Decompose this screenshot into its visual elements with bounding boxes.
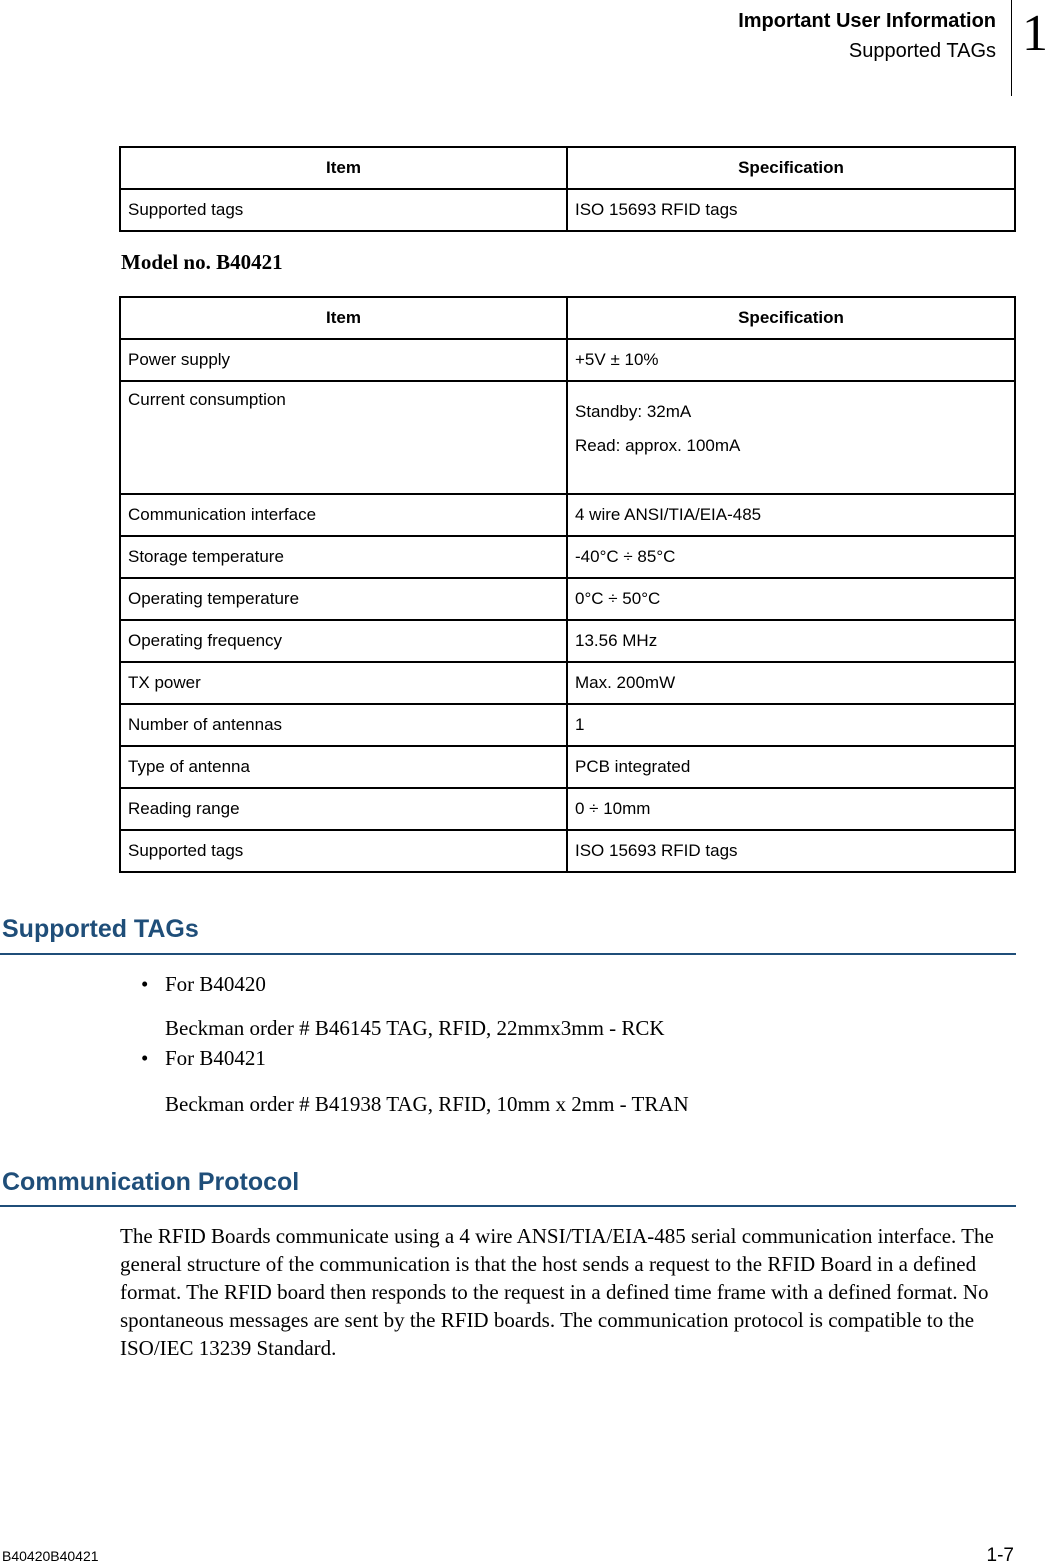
list-item [141,1046,266,1071]
list-item-label: For B40421 [165,1046,266,1070]
item-cell: Power supply [120,339,567,381]
table-row [120,788,1015,830]
item-cell: Type of antenna [120,746,567,788]
footer-doc-id: B40420B40421 [2,1548,99,1564]
read-current: Read: approx. 100mA [575,436,741,455]
section-divider [0,1205,1016,1207]
supported-tags-table [119,146,1016,232]
protocol-paragraph: The RFID Boards communicate using a 4 wire ANSI/TIA/EIA-485 serial communication interface. The general structure of the communication is that the host sends a request to the RFID Board in a defined format. The RFID board then responds to the request in a defined time frame with a defined format. No spontaneous messages are sent by the RFID boards. The communication protocol is compatible to the ISO/IEC 13239 Standard. [120,1224,994,1360]
item-cell: TX power [120,662,567,704]
column-header-specification: Specification [567,297,1015,339]
column-header-specification: Specification [567,147,1015,189]
section-divider [0,953,1016,955]
list-item-detail: Beckman order # B46145 TAG, RFID, 22mmx3mm - RCK [165,1016,665,1040]
table-row [120,339,1015,381]
table-row [120,662,1015,704]
spec-cell: Max. 200mW [567,662,1015,704]
spec-cell [567,381,1015,494]
table-header-row [120,297,1015,339]
table-row [120,189,1015,231]
bullet-icon: • [141,1046,149,1070]
table-row [120,746,1015,788]
model-heading: Model no. B40421 [121,250,283,274]
item-cell: Reading range [120,788,567,830]
spec-cell: ISO 15693 RFID tags [567,189,1015,231]
table-header-row [120,147,1015,189]
column-header-item: Item [120,297,567,339]
table-row [120,381,1015,494]
item-cell: Supported tags [120,189,567,231]
item-cell: Current consumption [120,381,567,494]
table-row [120,494,1015,536]
chapter-number: 1 [1022,5,1048,62]
column-header-item: Item [120,147,567,189]
running-header [738,6,996,66]
item-cell: Storage temperature [120,536,567,578]
item-cell: Number of antennas [120,704,567,746]
table-row [120,536,1015,578]
table-row [120,578,1015,620]
table-row [120,704,1015,746]
spec-cell: 1 [567,704,1015,746]
spec-cell: ISO 15693 RFID tags [567,830,1015,872]
section-title-supported-tags: Supported TAGs [2,915,199,943]
header-title: Important User Information [738,10,996,32]
item-cell: Supported tags [120,830,567,872]
spec-cell: 0 ÷ 10mm [567,788,1015,830]
header-subtitle: Supported TAGs [848,40,996,62]
item-cell: Communication interface [120,494,567,536]
spec-cell: +5V ± 10% [567,339,1015,381]
specification-table [119,296,1016,873]
item-cell: Operating temperature [120,578,567,620]
page-number: 1-7 [986,1545,1014,1566]
list-item [141,972,266,997]
spec-cell: -40°C ÷ 85°C [567,536,1015,578]
spec-cell: 0°C ÷ 50°C [567,578,1015,620]
spec-cell: 4 wire ANSI/TIA/EIA-485 [567,494,1015,536]
table-row [120,620,1015,662]
bullet-icon: • [141,972,149,996]
table-row [120,830,1015,872]
list-item-detail: Beckman order # B41938 TAG, RFID, 10mm x 2mm - TRAN [165,1092,689,1116]
list-item-label: For B40420 [165,972,266,996]
item-cell: Operating frequency [120,620,567,662]
spec-cell: PCB integrated [567,746,1015,788]
standby-current: Standby: 32mA [575,402,692,421]
spec-cell: 13.56 MHz [567,620,1015,662]
section-title-communication-protocol: Communication Protocol [2,1168,300,1196]
chapter-divider [1011,0,1012,96]
